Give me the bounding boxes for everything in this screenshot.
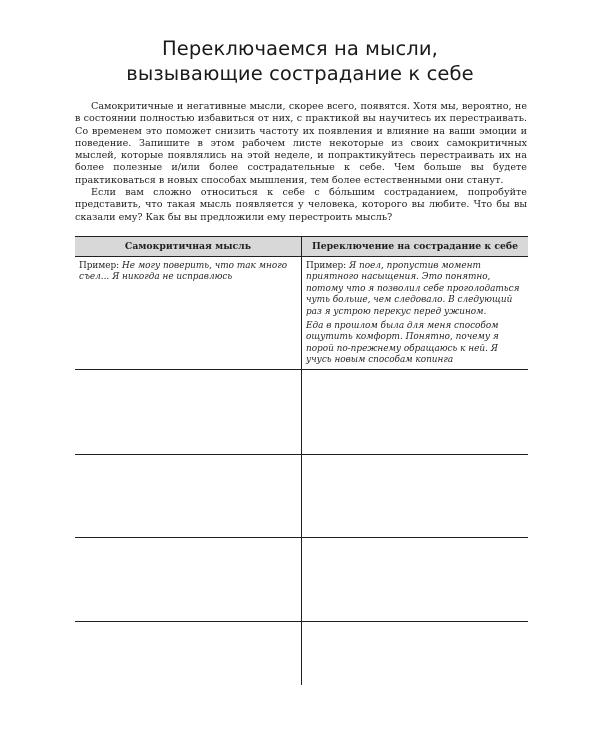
example-label-2: Пример: bbox=[306, 261, 347, 271]
example-label: Пример: bbox=[79, 261, 120, 271]
intro-text bbox=[75, 101, 527, 224]
intro-paragraph-1: Самокритичные и негативные мысли, скорее всего, появятся. Хотя мы, вероятно, не в состоянии полностью избавиться от них, с практикой вы научитесь их перестраивать. Со временем это поможет снизить частоту их появления и влияние на ваши эмоции и поведение. Запишите в этом рабочем листе некоторые из своих самокритичных мыслей, которые появлялись на этой неделе, и попрактикуйтесь перестраивать их на более полезные и/или более сострадательные к себе. Чем больше вы будете практиковаться в новых способах мышления, тем более естественными они станут. bbox=[75, 101, 527, 186]
example-critical-text: Не могу поверить, что так много съел... Я никогда не исправлюсь bbox=[79, 261, 288, 283]
table-header-row bbox=[75, 236, 528, 257]
header-self-critical-thought: Самокритичная мысль bbox=[124, 241, 252, 252]
intro-paragraph-2: Если вам сложно относиться к себе с бо́льшим состраданием, попробуйте представить, что такая мысль появляется у человека, которого вы любите. Что бы вы сказали ему? Как бы вы предложили ему перестроить мысль? bbox=[75, 187, 527, 223]
table-row bbox=[75, 370, 528, 455]
table-row bbox=[75, 538, 528, 622]
blank-compassion-cell[interactable] bbox=[301, 622, 528, 685]
page-title-line-1: Переключаемся на мысли, bbox=[162, 37, 438, 60]
blank-critical-cell[interactable] bbox=[75, 622, 301, 685]
example-critical-cell bbox=[75, 257, 301, 369]
page-title-line-2: вызывающие сострадание к себе bbox=[126, 62, 474, 85]
blank-critical-cell[interactable] bbox=[75, 370, 301, 454]
worksheet-table bbox=[75, 236, 528, 685]
example-compassion-text-2: Еда в прошлом была для меня способом ощутить комфорт. Понятно, почему я порой по-прежнему обращаюсь к ней. Я учусь новым способам копинга bbox=[306, 321, 499, 366]
table-row bbox=[75, 455, 528, 538]
page-title bbox=[0, 36, 600, 86]
header-compassion-switch: Переключение на сострадание к себе bbox=[301, 237, 528, 256]
blank-critical-cell[interactable] bbox=[75, 455, 301, 537]
table-row bbox=[75, 622, 528, 685]
blank-compassion-cell[interactable] bbox=[301, 370, 528, 454]
example-compassion-cell bbox=[301, 257, 528, 369]
table-row-example bbox=[75, 257, 528, 370]
blank-compassion-cell[interactable] bbox=[301, 455, 528, 537]
example-compassion-text-1: Я поел, пропустив момент приятного насыщения. Это понятно, потому что я позволил себе проголодаться чуть больше, чем следовало. В следующий раз я устрою перекус перед ужином. bbox=[306, 261, 520, 317]
blank-critical-cell[interactable] bbox=[75, 538, 301, 621]
blank-compassion-cell[interactable] bbox=[301, 538, 528, 621]
